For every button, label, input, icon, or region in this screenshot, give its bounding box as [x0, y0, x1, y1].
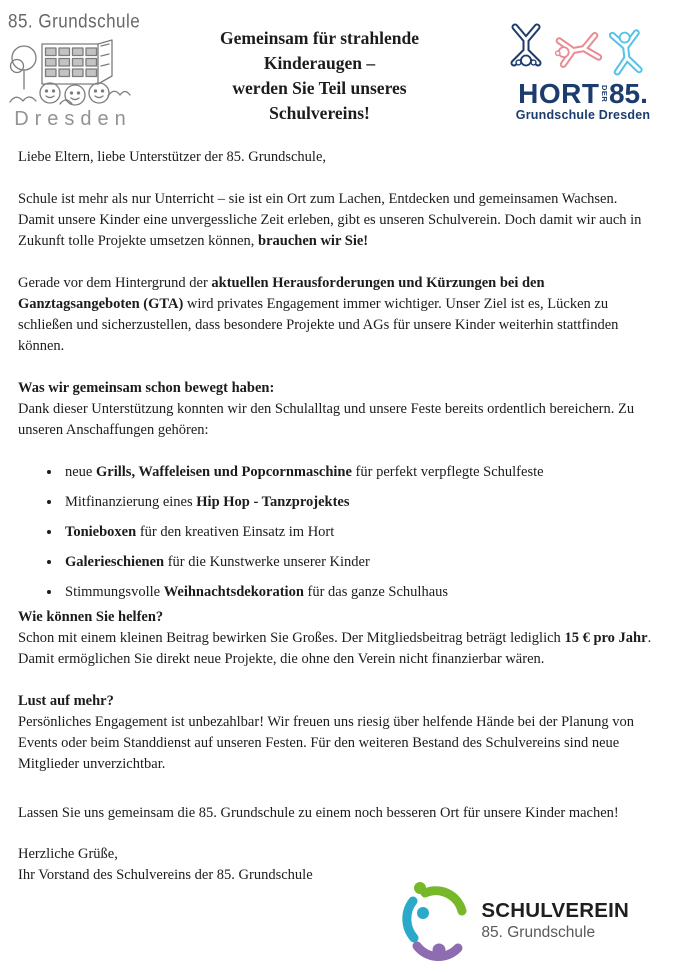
paragraph-intro: Schule ist mehr als nur Unterricht – sie ist ein Ort zum Lachen, Entdecken und gemeinsamen Wachsen. Damit unsere Kinder eine unvergessliche Zeit erleben, gibt es unseren Schulverein. Doch damit wir auch in Zukunft tolle Projekte umsetzen können, brauchen wir Sie!	[18, 191, 642, 249]
section-heading-help: Wie können Sie helfen?	[18, 609, 164, 625]
title-line: werden Sie Teil unseres	[232, 78, 407, 98]
paragraph-achievements: Dank dieser Unterstützung konnten wir den Schulalltag und unsere Feste bereits ordentlich bereichern. Zu unseren Anschaffungen gehören:	[18, 401, 635, 438]
school-logo-title: 85. Grundschule	[8, 10, 141, 33]
closing-signature: Ihr Vorstand des Schulvereins der 85. Grundschule	[18, 867, 313, 883]
title-line: Gemeinsam für strahlende	[220, 28, 419, 48]
letter-body	[0, 131, 673, 886]
closing-line: Herzliche Grüße,	[18, 846, 118, 862]
list-item: • Mitfinanzierung eines Hip Hop - Tanzprojektes	[62, 492, 657, 513]
title-line: Kinderaugen –	[263, 53, 376, 73]
school-logo	[8, 10, 141, 131]
hort-der-label: DER	[599, 85, 609, 103]
paragraph-callout: Lassen Sie uns gemeinsam die 85. Grundschule zu einem noch besseren Ort für unsere Kinder machen!	[18, 805, 619, 821]
section-heading-more: Lust auf mehr?	[18, 693, 114, 709]
school-logo-subtitle: Dresden	[14, 108, 132, 130]
paragraph-engagement: Persönliches Engagement ist unbezahlbar! Wir freuen uns riesig über helfende Hände bei der Planung von Events oder beim Standdienst auf unseren Festen. Für den weiteren Bestand des Schulvereins sind neue Mitglieder unverzichtbar.	[18, 714, 635, 772]
schulverein-text	[481, 899, 629, 946]
title-line: Schulvereins!	[269, 103, 370, 123]
paragraph-gta: Gerade vor dem Hintergrund der aktuellen Herausforderungen und Kürzungen bei den Ganztagsangeboten (GTA) wird privates Engagement immer wichtiger. Unser Ziel ist es, Lücken zu schließen und sicherzustellen, dass besondere Projekte und AGs für unsere Kinder weiterhin stattfinden können.	[18, 275, 619, 354]
hort-logo	[501, 12, 665, 122]
schulverein-subtitle: 85. Grundschule	[481, 923, 596, 941]
schulverein-circle-icon	[401, 878, 477, 966]
salutation: Liebe Eltern, liebe Unterstützer der 85. Grundschule,	[18, 149, 327, 165]
hort-word: HORT	[518, 78, 600, 109]
header	[0, 0, 673, 131]
hort-number: 85.	[608, 78, 648, 109]
list-item: • Stimmungsvolle Weihnachtsdekoration für das ganze Schulhaus	[62, 582, 657, 603]
hort-subline: Grundschule Dresden	[515, 108, 651, 122]
school-building-sketch-icon	[8, 32, 132, 112]
list-item: • neue Grills, Waffeleisen und Popcornmaschine für perfekt verpflegte Schulfeste	[62, 462, 657, 483]
hort-wordmark	[501, 80, 665, 108]
schulverein-logo	[401, 878, 629, 966]
list-item: • Galerieschienen für die Kunstwerke unserer Kinder	[62, 552, 657, 573]
section-heading-achievements: Was wir gemeinsam schon bewegt haben:	[18, 380, 275, 396]
achievements-list	[18, 462, 657, 603]
list-item: • Tonieboxen für den kreativen Einsatz im Hort	[62, 522, 657, 543]
paragraph-membership: Schon mit einem kleinen Beitrag bewirken Sie Großes. Der Mitgliedsbeitrag beträgt lediglich 15 € pro Jahr. Damit ermöglichen Sie direkt neue Projekte, die ohne den Verein nicht finanzierbar wären.	[18, 630, 652, 667]
page-title	[138, 12, 501, 126]
schulverein-title: SCHULVEREIN	[481, 898, 629, 922]
hort-children-figures-icon	[501, 22, 651, 78]
